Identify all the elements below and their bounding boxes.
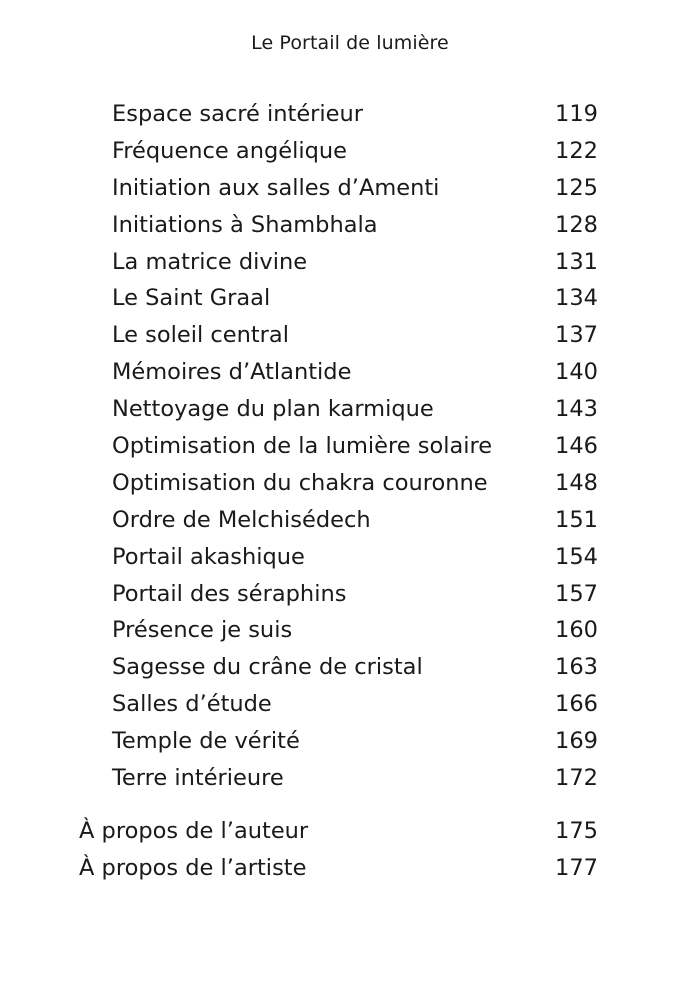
toc-entry-page: 119 [555, 101, 598, 127]
toc-entry-page: 128 [555, 211, 598, 238]
toc-entry-title: Optimisation de la lumière solaire [112, 433, 493, 460]
toc-entry-title: Fréquence angélique [112, 137, 347, 164]
toc-entry-page: 160 [555, 617, 598, 644]
toc-entry-back-matter [0, 813, 700, 850]
toc-entry-page: 137 [555, 322, 598, 349]
toc-entry [0, 649, 700, 686]
toc-entry [0, 354, 700, 391]
toc-entry [0, 465, 700, 502]
toc-entry-title: Initiations à Shambhala [112, 211, 378, 238]
toc-entry-page: 172 [555, 765, 598, 792]
toc-entry-title: Optimisation du chakra couronne [112, 469, 488, 496]
toc-entry-page: 146 [555, 433, 598, 460]
toc-entry-title: À propos de l’auteur [79, 817, 309, 844]
toc-entry-page: 125 [555, 174, 598, 201]
toc-entry-title: Présence je suis [112, 617, 293, 644]
toc-entry [0, 170, 700, 207]
toc-entry-title: Salles d’étude [112, 691, 272, 718]
toc-entry [0, 96, 700, 133]
toc-entry-page: 163 [555, 654, 598, 681]
toc-entry-title: Portail akashique [112, 543, 305, 570]
toc-entry-page: 154 [555, 543, 598, 570]
toc-entry [0, 723, 700, 760]
toc-entry [0, 539, 700, 576]
toc-entry-page: 169 [555, 728, 598, 755]
toc-entry-title: Portail des séraphins [112, 580, 347, 607]
toc-entry-title: Mémoires d’Atlantide [112, 359, 352, 386]
toc-entry-title: Terre intérieure [112, 765, 284, 792]
toc-entry [0, 391, 700, 428]
toc-entry [0, 428, 700, 465]
toc-entry-title: Le Saint Graal [112, 285, 271, 312]
toc-entry [0, 280, 700, 317]
toc-entry-title: Sagesse du crâne de cristal [112, 654, 423, 681]
toc-entry-page: 151 [555, 506, 598, 533]
toc-entry [0, 612, 700, 649]
toc-entry-page: 122 [555, 137, 598, 164]
running-head-title: Le Portail de lumière [251, 32, 449, 54]
toc-entry-title: La matrice divine [112, 248, 308, 275]
toc-entry [0, 576, 700, 613]
toc-entry-page: 166 [555, 691, 598, 718]
toc-entry-page: 134 [555, 285, 598, 312]
toc-entry-title: Espace sacré intérieur [112, 101, 364, 127]
toc-entry [0, 317, 700, 354]
toc-entry [0, 686, 700, 723]
toc-entry-page: 175 [555, 817, 598, 844]
toc-entry-title: Ordre de Melchisédech [112, 506, 371, 533]
toc-entry [0, 207, 700, 244]
toc-entry-title: À propos de l’artiste [79, 854, 307, 881]
section-gap [0, 797, 700, 813]
toc-entry-page: 157 [555, 580, 598, 607]
toc-entry-title: Nettoyage du plan karmique [112, 396, 434, 423]
toc-entry-title: Initiation aux salles d’Amenti [112, 174, 440, 201]
toc-entry-page: 140 [555, 359, 598, 386]
toc-entry-page: 143 [555, 396, 598, 423]
toc-entry [0, 133, 700, 170]
toc-entry-title: Temple de vérité [112, 728, 300, 755]
toc-entry [0, 244, 700, 281]
toc-entry-back-matter [0, 850, 700, 887]
toc-entry-title: Le soleil central [112, 322, 289, 349]
toc-entry-page: 131 [555, 248, 598, 275]
toc-entry-page: 148 [555, 469, 598, 496]
table-of-contents [0, 96, 700, 887]
toc-entry [0, 760, 700, 797]
toc-entry [0, 502, 700, 539]
toc-entry-page: 177 [555, 854, 598, 881]
